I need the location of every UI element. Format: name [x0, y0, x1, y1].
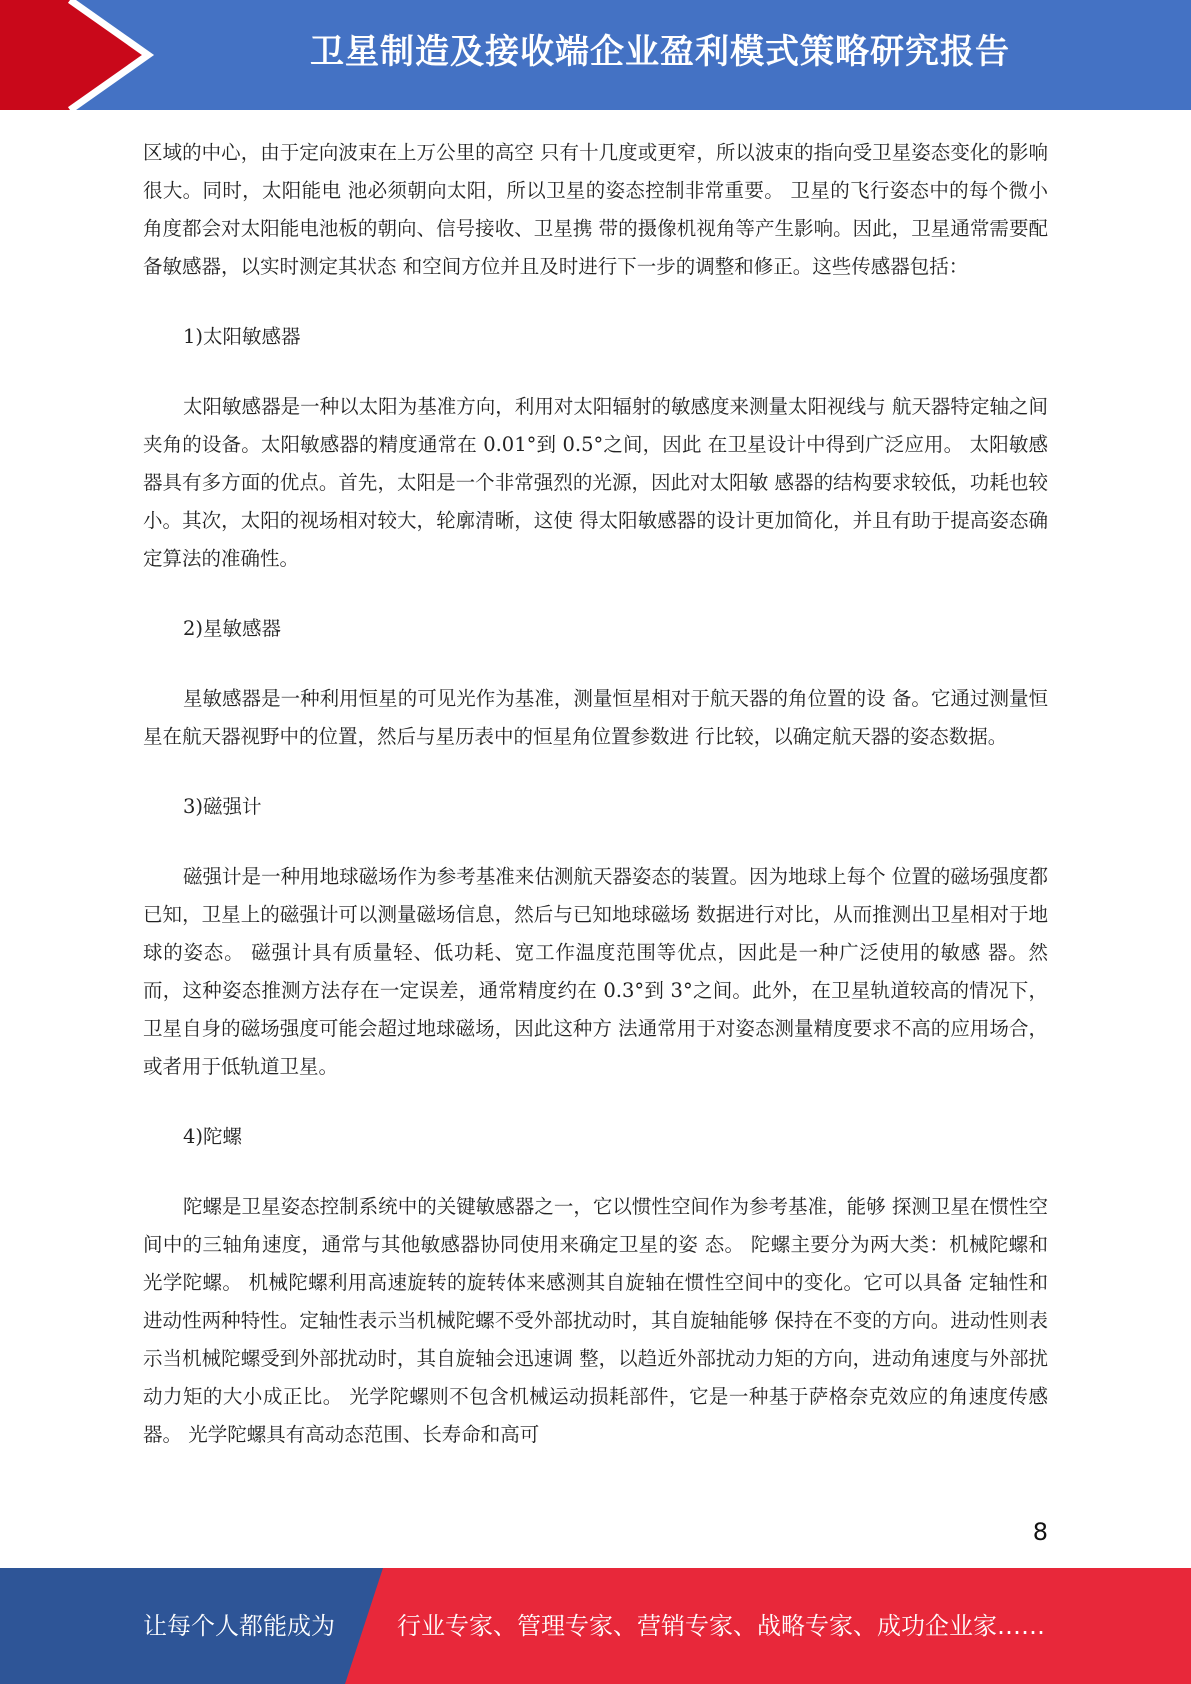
footer-slogan-right: 行业专家、管理专家、营销专家、战略专家、成功企业家…… [397, 1612, 1045, 1640]
body-paragraph: 太阳敏感器是一种以太阳为基准方向，利用对太阳辐射的敏感度来测量太阳视线与 航天器特定轴之间夹角的设备。太阳敏感器的精度通常在 0.01°到 0.5°之间，因此 在卫星设计中得到广泛应用。 太阳敏感器具有多方面的优点。首先，太阳是一个非常强烈的光源，因此对太阳敏 感器的结构要求较低，功耗也较小。其次，太阳的视场相对较大，轮廓清晰，这使 得太阳敏感器的设计更加简化，并且有助于提高姿态确定算法的准确性。 [143, 395, 1048, 570]
body-paragraph: 磁强计是一种用地球磁场作为参考基准来估测航天器姿态的装置。因为地球上每个 位置的磁场强度都已知，卫星上的磁强计可以测量磁场信息，然后与已知地球磁场 数据进行对比，从而推测出卫星相对于地球的姿态。 磁强计具有质量轻、低功耗、宽工作温度范围等优点，因此是一种广泛使用的敏感 器。然而，这种姿态推测方法存在一定误差，通常精度约在 0.3°到 3°之间。此外，在卫星轨道较高的情况下，卫星自身的磁场强度可能会超过地球磁场，因此这种方 法通常用于对姿态测量精度要求不高的应用场合，或者用于低轨道卫星。 [143, 865, 1048, 1078]
section-heading-star-sensor: 2)星敏感器 [183, 617, 282, 640]
footer-slogan-left: 让每个人都能成为 [143, 1612, 335, 1640]
section-heading-sun-sensor: 1)太阳敏感器 [183, 325, 301, 348]
header-banner [0, 0, 1191, 110]
document-body [143, 134, 1048, 1454]
section-heading-magnetometer: 3)磁强计 [183, 795, 262, 818]
page-number: 8 [1032, 1518, 1048, 1546]
document-title: 卫星制造及接收端企业盈利模式策略研究报告 [310, 32, 1010, 72]
body-paragraph: 陀螺是卫星姿态控制系统中的关键敏感器之一，它以惯性空间作为参考基准，能够 探测卫星在惯性空间中的三轴角速度，通常与其他敏感器协同使用来确定卫星的姿 态。 陀螺主要分为两大类：机械陀螺和光学陀螺。 机械陀螺利用高速旋转的旋转体来感测其自旋轴在惯性空间中的变化。它可以具备 定轴性和进动性两种特性。定轴性表示当机械陀螺不受外部扰动时，其自旋轴能够 保持在不变的方向。进动性则表示当机械陀螺受到外部扰动时，其自旋轴会迅速调 整，以趋近外部扰动力矩的方向，进动角速度与外部扰动力矩的大小成正比。 光学陀螺则不包含机械运动损耗部件，它是一种基于萨格奈克效应的角速度传感器。 光学陀螺具有高动态范围、长寿命和高可 [143, 1195, 1048, 1446]
body-paragraph: 区域的中心，由于定向波束在上万公里的高空 只有十几度或更窄，所以波束的指向受卫星姿态变化的影响很大。同时，太阳能电 池必须朝向太阳，所以卫星的姿态控制非常重要。 卫星的飞行姿态中的每个微小角度都会对太阳能电池板的朝向、信号接收、卫星携 带的摄像机视角等产生影响。因此，卫星通常需要配备敏感器，以实时测定其状态 和空间方位并且及时进行下一步的调整和修正。这些传感器包括： [143, 141, 1048, 278]
section-heading-gyroscope: 4)陀螺 [183, 1125, 243, 1148]
body-paragraph: 星敏感器是一种利用恒星的可见光作为基准，测量恒星相对于航天器的角位置的设 备。它通过测量恒星在航天器视野中的位置，然后与星历表中的恒星角位置参数进 行比较，以确定航天器的姿态数据。 [143, 687, 1048, 748]
footer-banner [0, 1568, 1191, 1684]
